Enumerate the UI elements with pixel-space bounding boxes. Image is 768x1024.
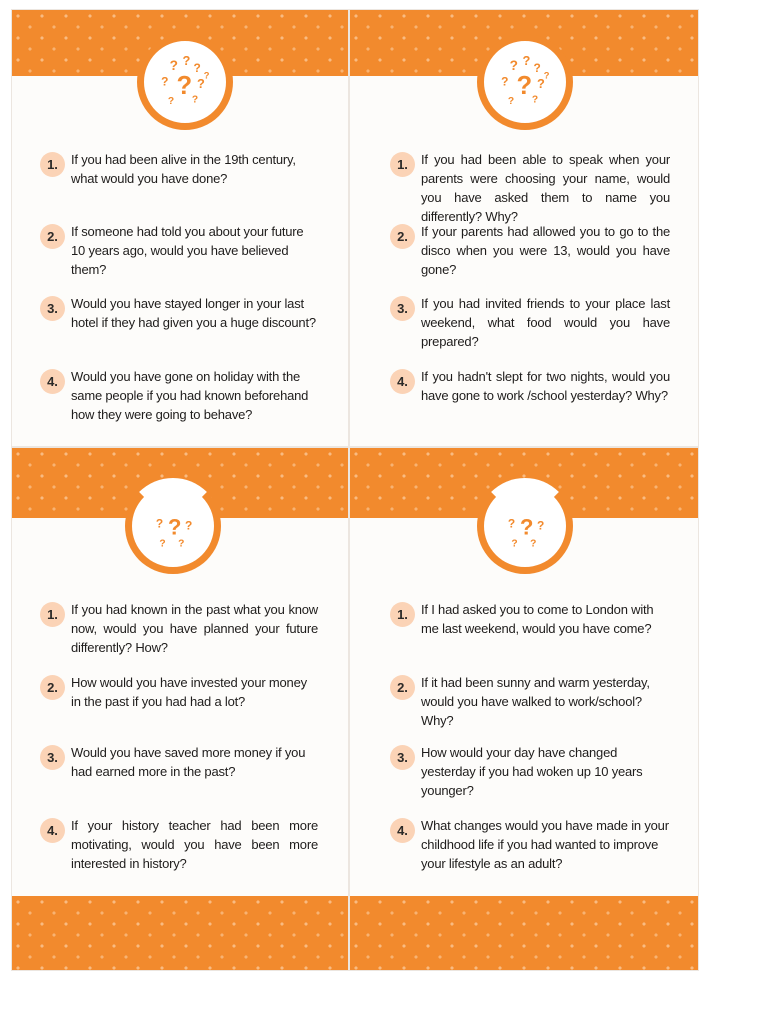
question-number: 1. (40, 152, 65, 177)
question-text: Would you have gone on holiday with the same people if you had known beforehand how they were going to behave? (71, 369, 309, 422)
svg-text:?: ? (501, 74, 509, 89)
question-text: If your history teacher had been more motivating, would you have been more interested in history? (71, 818, 318, 871)
question-number: 2. (40, 675, 65, 700)
question-number: 2. (390, 675, 415, 700)
svg-text:?: ? (178, 538, 185, 550)
svg-text:?: ? (203, 69, 210, 81)
question-card-1 (12, 10, 348, 446)
question-text: Would you have saved more money if you had earned more in the past? (71, 745, 306, 779)
question-card-2 (350, 10, 698, 446)
svg-text:?: ? (507, 96, 515, 108)
svg-text:?: ? (522, 52, 531, 68)
svg-text:?: ? (507, 516, 516, 531)
svg-text:?: ? (509, 58, 518, 74)
svg-text:?: ? (167, 514, 182, 540)
question-number: 2. (390, 224, 415, 249)
card-footer-band (12, 896, 348, 970)
svg-text:?: ? (191, 94, 199, 106)
question-number: 3. (40, 745, 65, 770)
question-text: How would your day have changed yesterday if you had woken up 10 years younger? (421, 745, 643, 798)
question-text: If it had been sunny and warm yesterday, would you have walked to work/school? Why? (421, 675, 650, 728)
question-number: 3. (40, 296, 65, 321)
question-marks-icon (125, 478, 221, 574)
svg-text:?: ? (536, 75, 545, 91)
question-marks-icon (477, 34, 573, 130)
svg-text:?: ? (169, 58, 178, 74)
svg-text:?: ? (176, 71, 193, 100)
question-text: Would you have stayed longer in your last hotel if they had given you a huge discount? (71, 296, 316, 330)
svg-text:?: ? (193, 60, 201, 75)
question-number: 3. (390, 296, 415, 321)
svg-text:?: ? (531, 94, 539, 106)
question-text: If you had known in the past what you know now, would you have planned your future differently? How? (71, 602, 318, 655)
svg-text:?: ? (184, 518, 193, 533)
question-card-4 (350, 448, 698, 970)
svg-text:?: ? (161, 74, 169, 89)
svg-text:?: ? (536, 518, 545, 533)
svg-text:?: ? (516, 71, 533, 100)
svg-text:?: ? (196, 75, 205, 91)
question-marks-icon (137, 34, 233, 130)
question-text: How would you have invested your money in the past if you had had a lot? (71, 675, 307, 709)
question-text: What changes would you have made in your childhood life if you had wanted to improve your lifestyle as an adult? (421, 818, 669, 871)
card-footer-band (350, 896, 698, 970)
question-number: 1. (390, 602, 415, 627)
svg-text:?: ? (159, 538, 166, 550)
question-number: 1. (40, 602, 65, 627)
question-text: If you had been able to speak when your parents were choosing your name, would you have asked them to name you differently? Why? (421, 152, 670, 224)
question-number: 1. (390, 152, 415, 177)
question-text: If your parents had allowed you to go to the disco when you were 13, would you have gone? (421, 224, 670, 277)
question-text: If you hadn't slept for two nights, would you have gone to work /school yesterday? Why? (421, 369, 670, 403)
question-number: 4. (390, 369, 415, 394)
svg-text:?: ? (511, 538, 518, 550)
svg-text:?: ? (533, 60, 541, 75)
question-number: 4. (40, 369, 65, 394)
question-number: 4. (390, 818, 415, 843)
svg-text:?: ? (543, 69, 550, 81)
svg-text:?: ? (167, 96, 175, 108)
question-text: If someone had told you about your future 10 years ago, would you have believed them? (71, 224, 304, 277)
question-marks-icon (477, 478, 573, 574)
question-card-3 (12, 448, 348, 970)
question-text: If you had been alive in the 19th century, what would you have done? (71, 152, 296, 186)
question-number: 4. (40, 818, 65, 843)
svg-text:?: ? (182, 52, 191, 68)
svg-text:?: ? (155, 516, 164, 531)
question-number: 2. (40, 224, 65, 249)
question-text: If I had asked you to come to London with me last weekend, would you have come? (421, 602, 654, 636)
svg-text:?: ? (530, 538, 537, 550)
question-number: 3. (390, 745, 415, 770)
svg-text:?: ? (519, 514, 534, 540)
question-text: If you had invited friends to your place last weekend, what food would you have prepared? (421, 296, 670, 349)
